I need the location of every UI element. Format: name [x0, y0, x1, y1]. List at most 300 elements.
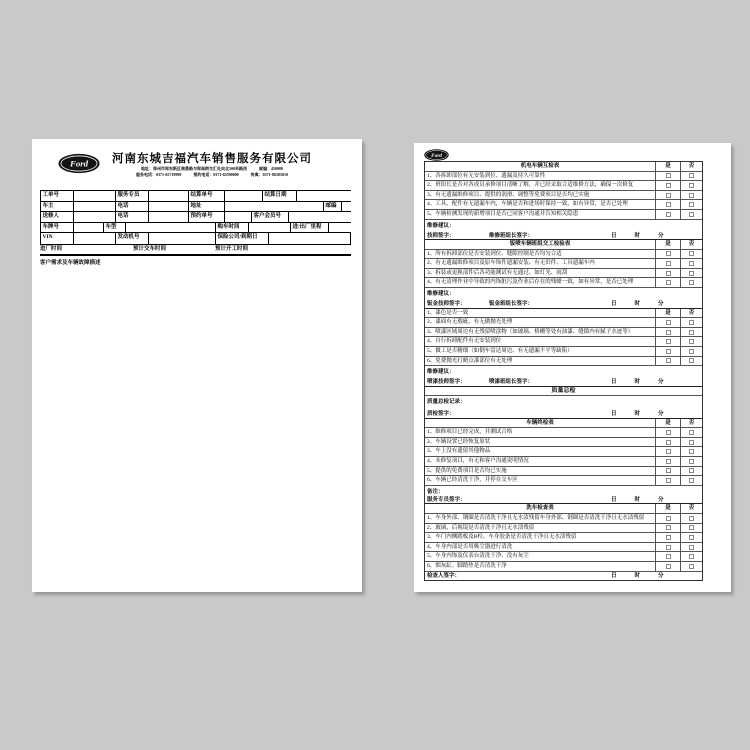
- input-cell-insurance[interactable]: [269, 233, 350, 244]
- field-label-sender-phone: 电话: [116, 212, 149, 222]
- time-minute-label: 分: [658, 411, 664, 418]
- signature-label: 钣金班组长签字：: [489, 301, 534, 308]
- section-divider: [40, 254, 351, 256]
- input-cell-plate-no[interactable]: [74, 223, 104, 233]
- yes-column-cell: [655, 181, 680, 190]
- checkbox-yes[interactable]: [666, 516, 671, 521]
- yes-column-cell: [655, 191, 680, 200]
- checkbox-no[interactable]: [689, 545, 694, 550]
- no-column-cell: [680, 467, 702, 476]
- input-cell-engine-no[interactable]: [149, 233, 216, 244]
- checkbox-no[interactable]: [689, 339, 694, 344]
- signature-label: 钣金技师签字：: [427, 301, 466, 308]
- checklist-item-row: [425, 337, 702, 347]
- input-cell-member-no[interactable]: [289, 212, 352, 222]
- checklist-item-text: 1、各拆卸部位有无安装到位、遗漏及持久可靠性: [427, 172, 546, 179]
- signature-row: [425, 496, 702, 505]
- yes-column-cell: [655, 337, 680, 346]
- checklist-item-row: [425, 309, 702, 319]
- checklist-item-text: 2、班组长是否对各成员承修项目清晰了解，并已经采取合适维修方法，确保一次修复: [427, 182, 634, 189]
- inspection-page: [414, 143, 731, 592]
- section-header-row: [425, 504, 702, 514]
- checkbox-no[interactable]: [689, 330, 694, 335]
- input-cell-sender-phone[interactable]: [149, 212, 189, 222]
- time-minute-label: 分: [658, 232, 664, 239]
- checkbox-yes[interactable]: [666, 564, 671, 569]
- checkbox-yes[interactable]: [666, 320, 671, 325]
- checklist-item-text: 1、漆色是否一致: [427, 309, 469, 316]
- section-title: 钣喷车辆班组交工检验表: [509, 241, 571, 248]
- checkbox-no[interactable]: [689, 261, 694, 266]
- checkbox-no[interactable]: [689, 202, 694, 207]
- time-hour-label: 时: [634, 301, 641, 308]
- postcode-text: 邮编：450000: [259, 166, 283, 171]
- checklist-item-row: [425, 347, 702, 357]
- no-column-cell: [680, 347, 702, 356]
- no-header-label: 否: [688, 309, 695, 316]
- checklist-item-text: 4、有无清理作业中导致的内饰脏污及作业后存在的残蜡一致，如有异常，是否已处理: [427, 279, 634, 286]
- time-minute-label: 分: [658, 301, 664, 308]
- yes-column-cell: [655, 428, 680, 437]
- checklist-item-row: [425, 543, 702, 553]
- checkbox-no[interactable]: [689, 554, 694, 559]
- checklist-item-row: [425, 250, 702, 260]
- note-row[interactable]: [425, 396, 702, 410]
- input-cell-settlement-no[interactable]: [225, 191, 263, 201]
- no-header-label: 否: [688, 163, 695, 170]
- checklist-item-row: [425, 524, 702, 534]
- note-label: 备注：: [427, 488, 444, 495]
- time-labels: [611, 496, 682, 504]
- field-label-work-order-no: 工单号: [41, 191, 74, 201]
- yes-header-label: 是: [665, 241, 671, 248]
- time-labels: [611, 232, 682, 240]
- note-row[interactable]: [425, 288, 702, 300]
- no-column-cell: [680, 476, 702, 485]
- checkbox-no[interactable]: [689, 525, 694, 530]
- checklist-item-text: 1、车身外部、钢圈是否清洗干净且无水渍残留车身外部、钢圈是否清洗干净且无水渍残留: [427, 514, 645, 521]
- no-column-cell: [680, 200, 702, 209]
- time-labels: [611, 410, 682, 418]
- yes-header-label: 是: [665, 505, 671, 512]
- yes-column-cell: [655, 476, 680, 485]
- yes-column-cell: [655, 562, 680, 571]
- no-column-cell: [680, 278, 702, 287]
- checklist-item-row: [425, 328, 702, 338]
- checklist-item-row: [425, 447, 702, 457]
- booking-phone: 预约电话：0371-65590000: [193, 172, 239, 177]
- field-label-member-no: 客户会员号: [252, 212, 289, 222]
- inspection-table: [424, 161, 703, 581]
- field-label-mileage: 进/出厂里程: [291, 223, 329, 233]
- field-label-address: 地址: [189, 202, 225, 212]
- checklist-item-row: [425, 200, 702, 210]
- address-text: 地址：郑州市郑东新区商鼎路与郑南街交汇处向北500米路西: [141, 166, 247, 171]
- yes-column-cell: [655, 210, 680, 219]
- checkbox-no[interactable]: [689, 358, 694, 363]
- checklist-item-text: 2、玻璃、后视镜是否清洗干净且无水渍残留: [427, 524, 535, 531]
- phone-line: [102, 172, 322, 178]
- yes-header-label: 是: [665, 309, 671, 316]
- yes-column-cell: [655, 467, 680, 476]
- no-column-cell: [680, 259, 702, 268]
- checklist-item-row: [425, 181, 702, 191]
- no-column-cell: [680, 328, 702, 337]
- no-header-label: 否: [688, 505, 695, 512]
- checkbox-no[interactable]: [689, 478, 694, 483]
- checklist-item-row: [425, 552, 702, 562]
- time-day-label: 日: [611, 301, 617, 308]
- no-column-cell: [680, 552, 702, 561]
- checklist-item-text: 3、车上没有遗留其他物品: [427, 448, 491, 455]
- input-cell-address[interactable]: [225, 202, 324, 212]
- checklist-item-row: [425, 476, 702, 486]
- checkbox-yes[interactable]: [666, 261, 671, 266]
- customer-request-blank-area[interactable]: [40, 265, 351, 585]
- section-title: 车辆终检表: [526, 419, 554, 426]
- yes-column-cell: [655, 162, 680, 171]
- signature-label: 喷漆技师签字：: [427, 379, 466, 386]
- note-label: 质量总检记录：: [427, 399, 466, 406]
- input-cell-service-advisor[interactable]: [149, 191, 189, 201]
- signature-row: [425, 300, 702, 309]
- field-label-engine-no: 发动机号: [116, 233, 149, 244]
- yes-column-cell: [655, 318, 680, 327]
- checkbox-yes[interactable]: [666, 440, 671, 445]
- no-column-cell: [680, 543, 702, 552]
- yes-column-cell: [655, 438, 680, 447]
- checklist-item-text: 1、维修项目已经完成，并测试合格: [427, 429, 513, 436]
- note-row[interactable]: [425, 220, 702, 232]
- no-column-cell: [680, 447, 702, 456]
- ford-logo-text: Ford: [69, 158, 89, 169]
- time-minute-label: 分: [658, 496, 664, 503]
- signature-row: [425, 572, 702, 581]
- work-order-table: [40, 190, 351, 245]
- checklist-item-text: 2、有无遗漏维修项目及原车饰件遗漏安装、有无旧件、工具遗漏车内: [427, 260, 595, 267]
- time-day-label: 日: [611, 411, 617, 418]
- letterhead: [102, 152, 322, 178]
- checklist-item-row: [425, 357, 702, 367]
- no-column-cell: [680, 438, 702, 447]
- no-header-label: 否: [688, 419, 695, 426]
- ford-logo: [423, 149, 450, 161]
- section-header-row: [425, 162, 702, 172]
- checkbox-yes[interactable]: [666, 358, 671, 363]
- no-column-cell: [680, 250, 702, 259]
- yes-column-cell: [655, 328, 680, 337]
- field-label-owner-phone: 电话: [116, 202, 149, 212]
- no-column-cell: [680, 210, 702, 219]
- checklist-item-row: [425, 438, 702, 448]
- input-cell-vin[interactable]: [74, 233, 116, 244]
- field-label-vin: VIN: [41, 233, 74, 244]
- checkbox-no[interactable]: [689, 440, 694, 445]
- checklist-item-text: 3、车门内侧踏板及B柱、车身胶条是否清洗干净且无水渍残留: [427, 534, 577, 541]
- checkbox-no[interactable]: [689, 468, 694, 473]
- no-column-cell: [680, 419, 702, 428]
- no-column-cell: [680, 337, 702, 346]
- checklist-item-row: [425, 269, 702, 279]
- field-label-sender: 送修人: [41, 212, 74, 222]
- no-column-cell: [680, 524, 702, 533]
- input-cell-owner[interactable]: [74, 202, 116, 212]
- input-cell-sender[interactable]: [74, 212, 116, 222]
- time-labels: [611, 572, 682, 580]
- quality-banner: 质量总检: [425, 387, 702, 397]
- checklist-item-text: 6、车辆已经清洗干净，并停在交车区: [427, 477, 518, 484]
- field-label-booking-no: 预约单号: [189, 212, 225, 222]
- checkbox-no[interactable]: [689, 535, 694, 540]
- checkbox-yes[interactable]: [666, 554, 671, 559]
- yes-column-cell: [655, 419, 680, 428]
- time-day-label: 日: [611, 379, 617, 386]
- checklist-item-text: 4、自行拆卸配件有无安装到位: [427, 338, 502, 345]
- checklist-item-text: 5、车身内饰及仪表台清洗干净、没有灰尘: [427, 553, 529, 560]
- note-label: 维修建议：: [427, 369, 455, 376]
- field-label-purchase-date: 购车时间: [216, 223, 249, 233]
- yes-column-cell: [655, 552, 680, 561]
- no-column-cell: [680, 191, 702, 200]
- yes-column-cell: [655, 457, 680, 466]
- checkbox-no[interactable]: [689, 449, 694, 454]
- checkbox-yes[interactable]: [666, 349, 671, 354]
- fax-number: 传真：0371-86585010: [250, 172, 289, 177]
- note-label: 维修建议：: [427, 222, 455, 229]
- checkbox-yes[interactable]: [666, 212, 671, 217]
- checkbox-no[interactable]: [689, 173, 694, 178]
- checkbox-no[interactable]: [689, 280, 694, 285]
- table-row: [41, 233, 350, 244]
- no-column-cell: [680, 240, 702, 249]
- checkbox-yes[interactable]: [666, 193, 671, 198]
- checkbox-no[interactable]: [689, 459, 694, 464]
- checklist-item-text: 4、未修复项目，有无和客户沟通说明情况: [427, 458, 529, 465]
- time-day-label: 日: [611, 572, 617, 579]
- input-cell-mileage[interactable]: [329, 223, 352, 233]
- yes-column-cell: [655, 533, 680, 542]
- checklist-item-text: 5、车辆检测发现的新增项目是否已同客户沟通并告知相关隐患: [427, 210, 579, 217]
- checklist-item-text: 4、工具、配件有无遗漏车内，车辆是否和进场时保持一致，如有异常，是否已处理: [427, 201, 628, 208]
- checklist-item-text: 3、有无遗漏维修项目、提供的润滑、调整等免费项目是否均已实施: [427, 191, 590, 198]
- checkbox-yes[interactable]: [666, 280, 671, 285]
- section-title: 洗车检查表: [526, 505, 554, 512]
- signature-row: [425, 378, 702, 387]
- checklist-item-text: 3、喷漆区域周边有无残留喷涂物（如玻璃、格栅等处有油漆、缝隙内有腻子水迹等）: [427, 328, 634, 335]
- input-cell-booking-no[interactable]: [225, 212, 252, 222]
- no-column-cell: [680, 309, 702, 318]
- checklist-item-text: 1、所有拆卸部位是否安装到位、缝隙控制是否均匀合适: [427, 250, 562, 257]
- time-day-label: 日: [611, 232, 617, 239]
- yes-column-cell: [655, 269, 680, 278]
- yes-column-cell: [655, 543, 680, 552]
- checklist-item-row: [425, 533, 702, 543]
- no-column-cell: [680, 562, 702, 571]
- time-hour-label: 时: [634, 232, 641, 239]
- checklist-item-text: 4、车身内部是否用吸尘器进行清洗: [427, 543, 513, 550]
- checklist-item-row: [425, 210, 702, 220]
- no-column-cell: [680, 457, 702, 466]
- checkbox-yes[interactable]: [666, 183, 671, 188]
- no-header-label: 否: [688, 241, 695, 248]
- field-label-model: 车型: [104, 223, 126, 233]
- checklist-item-row: [425, 278, 702, 288]
- field-label-entry-time: 进厂时间: [40, 246, 63, 252]
- checkbox-yes[interactable]: [666, 535, 671, 540]
- time-minute-label: 分: [658, 379, 664, 386]
- field-label-delivery-time: 预计交车时间: [133, 246, 167, 252]
- no-column-cell: [680, 181, 702, 190]
- table-row: [41, 191, 350, 202]
- checklist-item-row: [425, 467, 702, 477]
- note-row[interactable]: [425, 366, 702, 378]
- no-column-cell: [680, 514, 702, 523]
- no-column-cell: [680, 318, 702, 327]
- signature-label: 技师签字：: [427, 232, 455, 239]
- signature-row: [425, 410, 702, 419]
- table-row: [41, 202, 350, 213]
- yes-column-cell: [655, 347, 680, 356]
- yes-header-label: 是: [665, 419, 671, 426]
- checkbox-no[interactable]: [689, 320, 694, 325]
- time-labels: [611, 378, 682, 386]
- no-column-cell: [680, 162, 702, 171]
- field-label-service-advisor: 服务专员: [116, 191, 149, 201]
- signature-label: 质检签字：: [427, 411, 455, 418]
- time-hour-label: 时: [634, 572, 641, 579]
- checklist-item-text: 3、拆装或更换部件后各功能测试有无通过、如灯光、雨刮: [427, 269, 568, 276]
- yes-column-cell: [655, 240, 680, 249]
- field-label-settlement-date: 结算日期: [263, 191, 297, 201]
- no-column-cell: [680, 533, 702, 542]
- checkbox-yes[interactable]: [666, 271, 671, 276]
- checklist-item-row: [425, 172, 702, 182]
- yes-column-cell: [655, 278, 680, 287]
- checkbox-no[interactable]: [689, 251, 694, 256]
- yes-column-cell: [655, 504, 680, 513]
- checkbox-no[interactable]: [689, 349, 694, 354]
- checkbox-yes[interactable]: [666, 339, 671, 344]
- checklist-item-row: [425, 562, 702, 572]
- work-order-page: [32, 139, 362, 592]
- checklist-item-text: 5、做工是否精细（如倒车雷达周边、有无遗漏不平等缺陷）: [427, 347, 573, 354]
- checkbox-no[interactable]: [689, 271, 694, 276]
- section-header-row: [425, 240, 702, 250]
- yes-header-label: 是: [665, 163, 671, 170]
- field-label-start-time: 预计开工时间: [215, 246, 249, 252]
- signature-label: 检查人签字：: [427, 572, 461, 579]
- signature-label: 喷漆班组长签字：: [489, 379, 534, 386]
- input-cell-postcode[interactable]: [342, 202, 352, 212]
- checkbox-yes[interactable]: [666, 478, 671, 483]
- time-fields-row: [40, 244, 351, 253]
- checkbox-no[interactable]: [689, 183, 694, 188]
- checklist-item-row: [425, 457, 702, 467]
- checkbox-yes[interactable]: [666, 545, 671, 550]
- checklist-item-row: [425, 191, 702, 201]
- no-column-cell: [680, 357, 702, 366]
- time-day-label: 日: [611, 496, 617, 503]
- ford-logo: [58, 153, 100, 174]
- checkbox-yes[interactable]: [666, 468, 671, 473]
- checkbox-yes[interactable]: [666, 330, 671, 335]
- signature-label: 服务专员签字：: [427, 496, 466, 503]
- field-label-postcode: 邮编: [324, 202, 342, 212]
- yes-column-cell: [655, 357, 680, 366]
- yes-column-cell: [655, 309, 680, 318]
- yes-column-cell: [655, 447, 680, 456]
- checkbox-yes[interactable]: [666, 525, 671, 530]
- time-hour-label: 时: [634, 379, 641, 386]
- checklist-item-text: 6、烟灰缸、脚踏垫是否清洗干净: [427, 562, 507, 569]
- checklist-item-row: [425, 428, 702, 438]
- checkbox-no[interactable]: [689, 430, 694, 435]
- section-header-row: [425, 419, 702, 429]
- input-cell-work-order-no[interactable]: [74, 191, 116, 201]
- checkbox-no[interactable]: [689, 516, 694, 521]
- checkbox-no[interactable]: [689, 564, 694, 569]
- no-column-cell: [680, 428, 702, 437]
- signature-row: [425, 232, 702, 241]
- yes-column-cell: [655, 250, 680, 259]
- yes-column-cell: [655, 259, 680, 268]
- note-label: 维修建议：: [427, 291, 455, 298]
- yes-column-cell: [655, 524, 680, 533]
- time-minute-label: 分: [658, 572, 664, 579]
- checklist-item-text: 2、漆面有无瑕疵、有无做抛光处理: [427, 319, 513, 326]
- no-column-cell: [680, 269, 702, 278]
- checklist-item-text: 6、免费抛光打蜡点漆部位有无处理: [427, 357, 513, 364]
- table-row: [41, 223, 350, 234]
- checkbox-yes[interactable]: [666, 202, 671, 207]
- checkbox-yes[interactable]: [666, 449, 671, 454]
- checkbox-no[interactable]: [689, 193, 694, 198]
- yes-column-cell: [655, 200, 680, 209]
- table-row: [41, 212, 350, 223]
- checkbox-yes[interactable]: [666, 251, 671, 256]
- input-cell-purchase-date[interactable]: [249, 223, 291, 233]
- checkbox-no[interactable]: [689, 212, 694, 217]
- no-column-cell: [680, 172, 702, 181]
- yes-column-cell: [655, 172, 680, 181]
- company-name: 河南东城吉福汽车销售服务有限公司: [112, 153, 312, 165]
- no-column-cell: [680, 504, 702, 513]
- time-hour-label: 时: [634, 496, 641, 503]
- checklist-item-row: [425, 318, 702, 328]
- input-cell-model[interactable]: [126, 223, 216, 233]
- customer-request-heading: 客户需求及车辆故障描述: [40, 259, 101, 266]
- note-row[interactable]: [425, 486, 702, 496]
- checkbox-yes[interactable]: [666, 173, 671, 178]
- checklist-item-row: [425, 259, 702, 269]
- checklist-item-row: [425, 514, 702, 524]
- signature-label: 维修班组长签字：: [489, 232, 534, 239]
- input-cell-settlement-date[interactable]: [297, 191, 352, 201]
- checklist-item-text: 5、提供的免费项目是否均已实施: [427, 467, 507, 474]
- ford-logo-text: Ford: [431, 152, 442, 159]
- yes-column-cell: [655, 514, 680, 523]
- input-cell-owner-phone[interactable]: [149, 202, 189, 212]
- checkbox-yes[interactable]: [666, 430, 671, 435]
- section-title: 机电车辆互检表: [520, 163, 560, 169]
- checkbox-yes[interactable]: [666, 459, 671, 464]
- field-label-owner: 车主: [41, 202, 74, 212]
- field-label-settlement-no: 结算单号: [189, 191, 225, 201]
- field-label-insurance: 保险公司/到期日: [216, 233, 269, 244]
- time-hour-label: 时: [634, 411, 641, 418]
- field-label-plate-no: 车牌号: [41, 223, 74, 233]
- time-labels: [611, 300, 682, 308]
